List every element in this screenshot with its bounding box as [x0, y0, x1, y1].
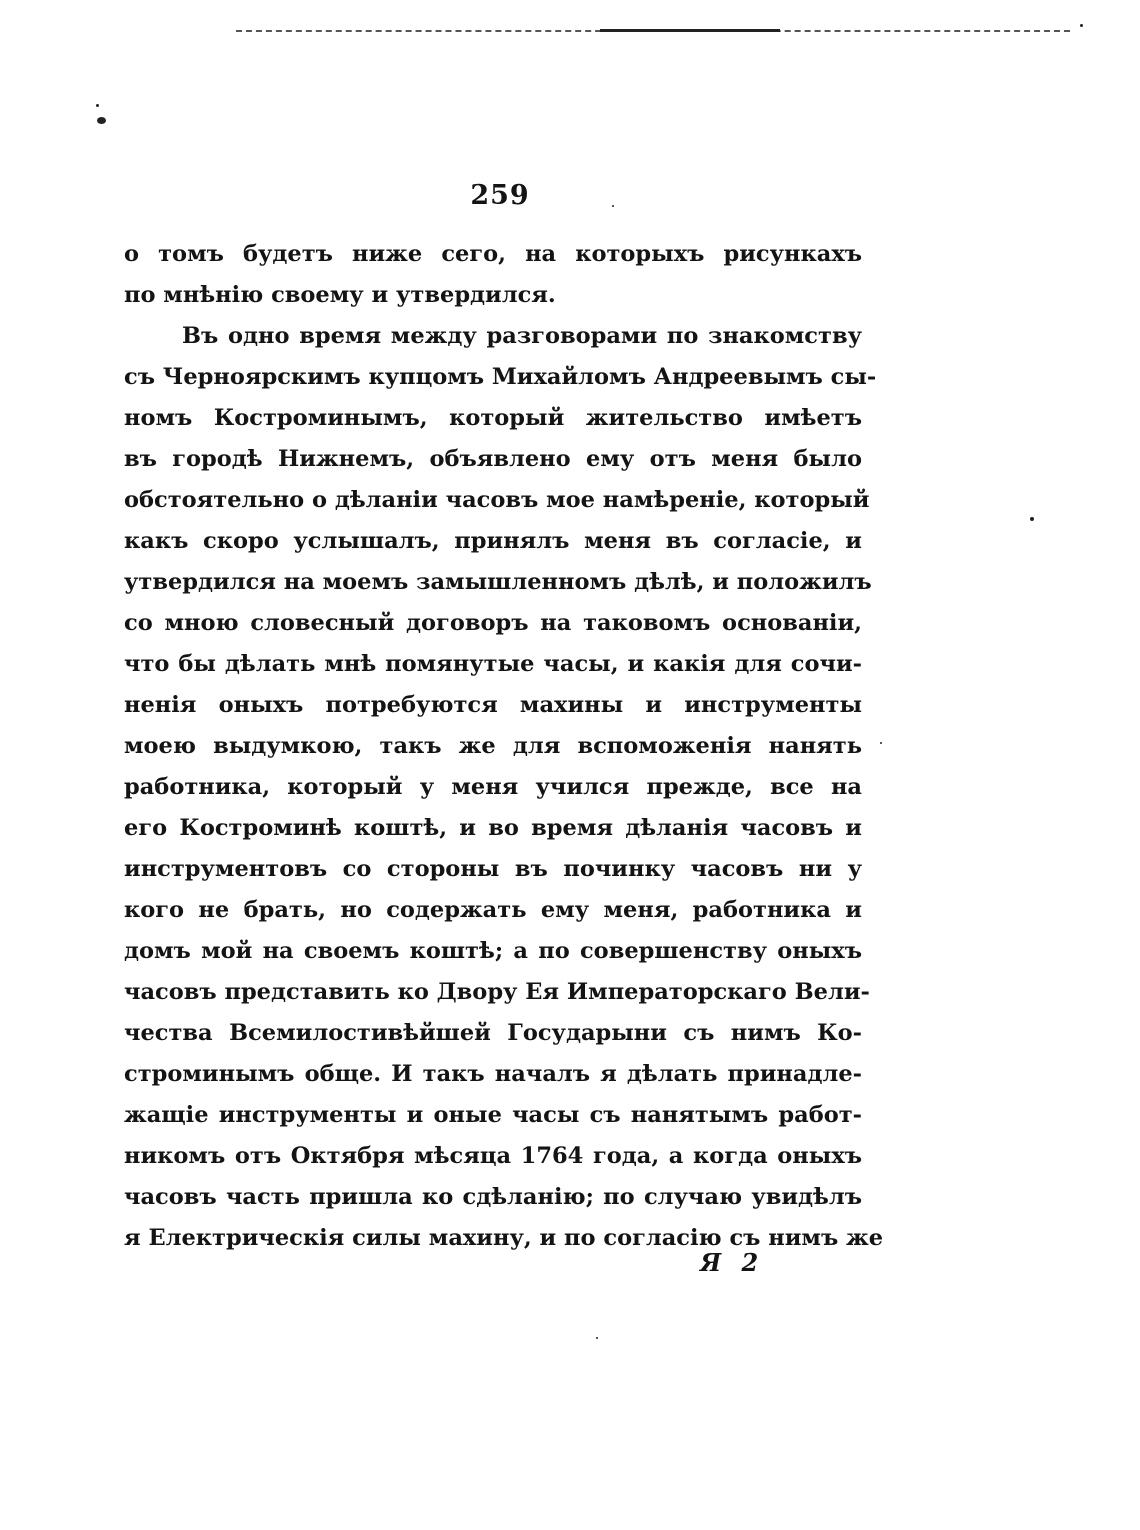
text-line: обстоятельно о дѣланіи часовъ мое намѣреніе, который	[124, 487, 870, 513]
text-line: утвердился на моемъ замышленномъ дѣлѣ, и положилъ	[124, 569, 872, 595]
text-line: номъ Костроминымъ, который жительство имѣетъ	[124, 405, 862, 431]
header-rule-accent	[600, 29, 780, 32]
text-line: о томъ будетъ ниже сего, на которыхъ рисункахъ	[124, 241, 862, 267]
paragraph	[124, 316, 884, 1259]
text-line: работника, который у меня учился прежде, все на	[124, 774, 862, 800]
text-line: кого не брать, но содержать ему меня, работника и	[124, 897, 862, 923]
text-line: домъ мой на своемъ коштѣ; а по совершенству оныхъ	[124, 938, 862, 964]
text-line: по мнѣнію своему и утвердился.	[124, 282, 556, 308]
text-line: часовъ часть пришла ко сдѣланію; по случаю увидѣлъ	[124, 1184, 862, 1210]
ink-speck	[96, 104, 99, 107]
ink-speck	[97, 117, 106, 124]
text-line: со мною словесный договоръ на таковомъ основаніи,	[124, 610, 862, 636]
body-text	[124, 234, 884, 1259]
paragraph	[124, 234, 862, 316]
text-line: никомъ отъ Октября мѣсяца 1764 года, а когда оныхъ	[124, 1143, 862, 1169]
text-line: ненія оныхъ потребуются махины и инструменты	[124, 692, 862, 718]
text-line: я Електрическія силы махину, и по согласію съ нимъ же	[124, 1225, 884, 1251]
text-line: инструментовъ со стороны въ починку часовъ ни у	[124, 856, 862, 882]
text-line: чества Всемилостивѣйшей Государыни съ нимъ Ко-	[124, 1020, 862, 1046]
text-line: какъ скоро услышалъ, принялъ меня въ согласіе, и	[124, 528, 862, 554]
ink-speck	[1080, 24, 1083, 27]
signature-mark: Я 2	[700, 1248, 765, 1277]
ink-speck	[596, 1337, 598, 1339]
ink-speck	[1030, 517, 1034, 521]
text-line: Въ одно время между разговорами по знакомству	[182, 323, 862, 349]
text-line: часовъ представить ко Двору Ея Императорскаго Вели-	[124, 979, 870, 1005]
text-line: моею выдумкою, такъ же для вспоможенія нанять	[124, 733, 862, 759]
text-line: его Костроминѣ коштѣ, и во время дѣланія часовъ и	[124, 815, 862, 841]
text-line: въ городѣ Нижнемъ, объявлено ему отъ меня было	[124, 446, 862, 472]
text-line: жащіе инструменты и оные часы съ нанятымъ работ-	[124, 1102, 862, 1128]
text-line: строминымъ обще. И такъ началъ я дѣлать принадле-	[124, 1061, 862, 1087]
page-number: 259	[470, 180, 530, 211]
ink-speck	[612, 205, 614, 207]
text-line: что бы дѣлать мнѣ помянутые часы, и какія для сочи-	[124, 651, 862, 677]
ink-speck	[880, 742, 882, 744]
text-line: съ Черноярскимъ купцомъ Михайломъ Андреевымъ сы-	[124, 364, 877, 390]
